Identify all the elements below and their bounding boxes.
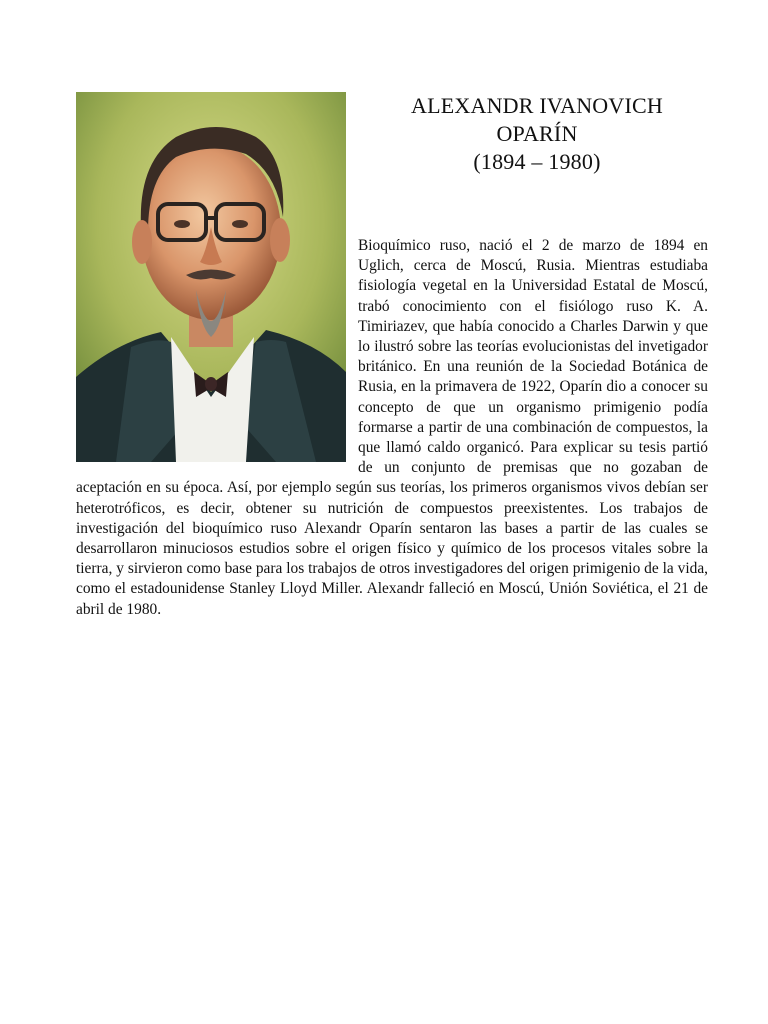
portrait-wrap-spacer [76, 236, 358, 473]
years: (1894 – 1980) [473, 149, 601, 174]
biography-text-block [76, 236, 708, 620]
name-line-2: OPARÍN [496, 121, 578, 146]
title-block [372, 92, 702, 176]
biography-paragraph: Bioquímico ruso, nació el 2 de marzo de 1894 en Uglich, cerca de Moscú, Rusia. Mientras estudiaba fisiología vegetal en la Universidad Estatal de Moscú, trabó conocimiento con el fisiólogo ruso K. A. Timiriazev, que había conocido a Charles Darwin y que lo ilustró sobre las teorías evolucionistas del invetigador británico. En una reunión de la Sociedad Botánica de Rusia, en la primavera de 1922, Oparín dio a conocer su concepto de que un organismo primigenio podía formarse a partir de una combinación de compuestos, la que llamó caldo organicó. Para explicar su tesis partió de un conjunto de premisas que no gozaban de aceptación en su época. Así, por ejemplo según sus teorías, los primeros organismos vivos debían ser heterotróficos, es decir, obtener su nutrición de compuestos preexistentes. Los trabajos de investigación del bioquímico ruso Alexandr Oparín sentaron las bases a partir de las cuales se desarrollaron minuciosos estudios sobre el origen físico y químico de los procesos vitales sobre la tierra, y sirvieron como base para los trabajos de otros investigadores del origen primigenio de la vida, como el estadounidense Stanley Lloyd Miller. Alexandr falleció en Moscú, Unión Soviética, el 21 de abril de 1980. [76, 237, 708, 618]
name-line-1: ALEXANDR IVANOVICH [411, 93, 663, 118]
